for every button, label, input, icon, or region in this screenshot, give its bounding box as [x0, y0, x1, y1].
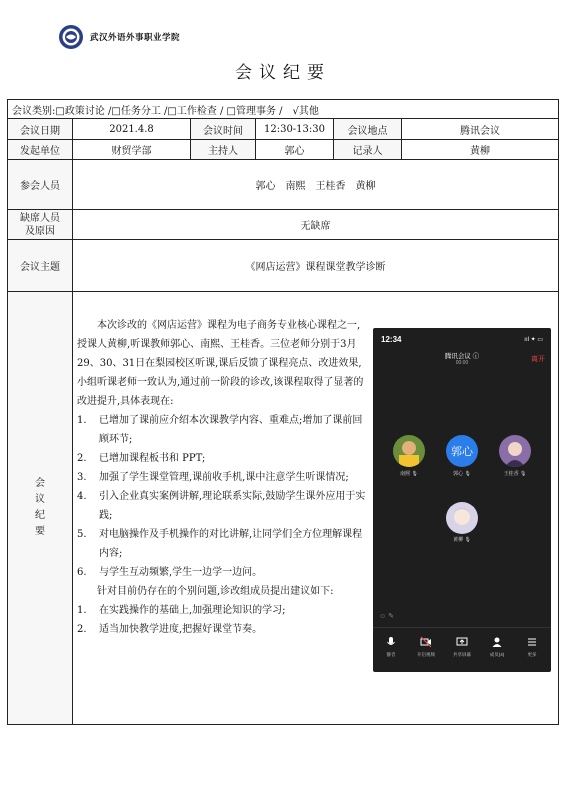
- minutes-label-cell: [8, 292, 73, 725]
- attendees-value: 郭心 南熙 王桂香 黄柳: [73, 160, 559, 210]
- org-value: 财贸学部: [73, 140, 191, 160]
- category-label: 会议类别:: [12, 105, 56, 117]
- list-item-text: 适当加快教学进度,把握好课堂节奏。: [99, 624, 263, 635]
- meeting-screenshot: [373, 328, 551, 672]
- camera-off-icon: [420, 636, 432, 648]
- participant-name: 黄柳 🎙: [453, 537, 471, 543]
- participant-name: 南熙 🎙: [400, 471, 418, 477]
- participant-name: 王桂香 🎙: [503, 471, 527, 477]
- time-value: 12:30-13:30: [256, 119, 334, 140]
- more-button[interactable]: 更多: [517, 636, 547, 658]
- participant-photo-icon: [446, 502, 478, 534]
- list-item-text: 对电脑操作及手机操作的对比讲解,让同学们全方位理解课程内容;: [99, 529, 363, 559]
- minutes-body: [77, 316, 367, 639]
- leave-button[interactable]: 离开: [531, 356, 545, 363]
- participant-photo-icon: [499, 435, 531, 467]
- list-item-text: 加强了学生课堂管理,课前收手机,课中注意学生听课情况;: [99, 472, 349, 483]
- attendees-label: 参会人员: [8, 160, 73, 210]
- avatar: [393, 435, 425, 467]
- page-title: 会议纪要: [235, 63, 331, 83]
- list-item: [77, 525, 367, 563]
- category-options: □政策讨论 /□任务分工 /□工作检查 / □管理事务 / √其他: [55, 105, 319, 117]
- mic-icon: [385, 636, 397, 648]
- place-label: 会议地点: [334, 119, 402, 140]
- meeting-app-title: 腾讯会议 ⓘ: [444, 353, 480, 360]
- time-label: 会议时间: [191, 119, 256, 140]
- list-item-text: 引入企业真实案例讲解,理论联系实际,鼓励学生课外应用于实践;: [99, 491, 366, 521]
- more-icon: [526, 636, 538, 648]
- members-button[interactable]: 成员(4): [482, 636, 512, 658]
- category-row: [8, 100, 559, 119]
- absent-value: 无缺席: [73, 210, 559, 240]
- avatar: 郭心: [446, 435, 478, 467]
- list-item: [77, 620, 367, 639]
- list-item: [77, 411, 367, 449]
- meeting-toolbar: [373, 627, 551, 672]
- chat-icon[interactable]: ☺ ✎: [379, 613, 394, 620]
- topic-label: 会议主题: [8, 240, 73, 292]
- list-item-text: 已增加课程板书和 PPT;: [99, 453, 206, 464]
- date-label: 会议日期: [8, 119, 73, 140]
- list-item: [77, 563, 367, 582]
- list-item-number: 4.: [77, 491, 87, 502]
- list-item-text: 在实践操作的基础上,加强理论知识的学习;: [99, 605, 286, 616]
- recorder-label: 记录人: [334, 140, 402, 160]
- avatar: [446, 502, 478, 534]
- place-value: 腾讯会议: [402, 119, 559, 140]
- recorder-value: 黄柳: [402, 140, 559, 160]
- list-item: [77, 601, 367, 620]
- host-value: 郭心: [256, 140, 334, 160]
- phone-time: 12:34: [381, 335, 402, 344]
- members-icon: [491, 636, 503, 648]
- absent-label-line2: 及原因: [25, 225, 55, 237]
- list-item-number: 2.: [77, 453, 87, 464]
- minutes-cell: [73, 292, 559, 725]
- improvement-list: [77, 411, 367, 582]
- list-item: [77, 487, 367, 525]
- video-button[interactable]: 开启视频: [411, 636, 441, 658]
- list-item-text: 已增加了课前应介绍本次课教学内容、重难点;增加了课前回顾环节;: [99, 415, 363, 445]
- host-label: 主持人: [191, 140, 256, 160]
- suggestion-list: [77, 601, 367, 639]
- meeting-table: [7, 99, 559, 725]
- school-emblem-icon: [58, 24, 84, 50]
- avatar: [499, 435, 531, 467]
- list-item-number: 3.: [77, 472, 87, 483]
- participant-photo-icon: [393, 435, 425, 467]
- meeting-timer: 00:00: [455, 360, 469, 366]
- school-name: 武汉外语外事职业学院: [90, 33, 181, 43]
- list-item: [77, 449, 367, 468]
- list-item-number: 6.: [77, 567, 87, 578]
- share-screen-button[interactable]: 共享屏幕: [447, 636, 477, 658]
- mute-button[interactable]: 静音: [376, 636, 406, 658]
- list-item-number: 1.: [77, 605, 87, 616]
- list-item: [77, 468, 367, 487]
- school-logo: [58, 22, 180, 52]
- list-item-text: 与学生互动频繁,学生一边学一边问。: [99, 567, 263, 578]
- share-screen-icon: [456, 636, 468, 648]
- list-item-number: 5.: [77, 529, 87, 540]
- absent-label-line1: 缺席人员: [20, 212, 60, 224]
- suggest-intro: 针对目前仍存在的个别问题,诊改组成员提出建议如下:: [97, 586, 334, 597]
- minutes-intro: 本次诊改的《网店运营》课程为电子商务专业核心课程之一,授课人黄柳,听课教师郭心、南熙、王桂香。三位老师分别于3月29、30、31日在梨园校区听课,课后反馈了课程亮点、改进效果,小组听课老师一致认为,通过前一阶段的诊改,该课程取得了显著的改进提升,具体表现在:: [77, 320, 364, 407]
- list-item-number: 2.: [77, 624, 87, 635]
- participant-name: 郭心 🎙: [453, 471, 471, 477]
- org-label: 发起单位: [8, 140, 73, 160]
- absent-label: [8, 210, 73, 240]
- topic-value: 《网店运营》课程课堂教学诊断: [73, 240, 559, 292]
- signal-battery-icon: ııl ✦ ▭: [524, 337, 543, 343]
- date-value: 2021.4.8: [73, 119, 191, 140]
- list-item-number: 1.: [77, 415, 87, 426]
- minutes-label: 会 议 纪 要: [35, 478, 45, 537]
